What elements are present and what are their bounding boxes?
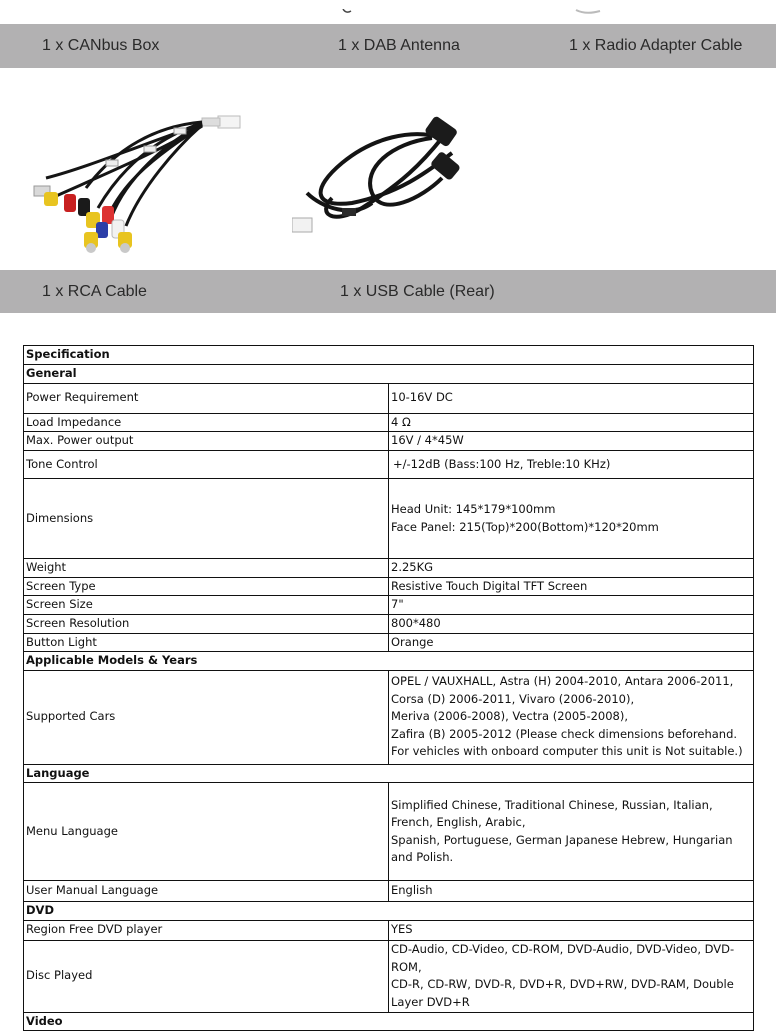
accessories-caption-band-2 [0,270,776,313]
region-free-value: YES [389,920,754,940]
table-row [24,920,754,940]
region-free-label: Region Free DVD player [24,920,389,940]
accessory-usb-cable-label: 1 x USB Cable (Rear) [340,282,495,300]
weight-label: Weight [24,559,389,578]
rca-cable-image [26,108,246,258]
supported-cars-line: OPEL / VAUXHALL, Astra (H) 2004-2010, Antara 2006-2011, [391,674,734,689]
menu-language-line: Spanish, Portuguese, German Japanese Hebrew, Hungarian and Polish. [391,832,733,864]
max-power-label: Max. Power output [24,432,389,451]
power-requirement-value: 10-16V DC [389,383,754,413]
screen-size-value: 7" [389,596,754,615]
screen-resolution-value: 800*480 [389,615,754,634]
table-row [24,383,754,413]
spec-title: Specification [24,346,754,365]
tone-control-label: Tone Control [24,451,389,479]
table-row [24,451,754,479]
disc-played-value [389,940,754,1012]
table-row [24,783,754,881]
section-dvd: DVD [24,902,754,921]
screen-type-label: Screen Type [24,577,389,596]
load-impedance-label: Load Impedance [24,413,389,432]
dimensions-line: Face Panel: 215(Top)*200(Bottom)*120*20mm [391,519,659,534]
button-light-label: Button Light [24,633,389,652]
disc-played-label: Disc Played [24,940,389,1012]
user-manual-language-value: English [389,881,754,902]
table-row [24,670,754,764]
accessory-rca-cable-label: 1 x RCA Cable [42,282,147,300]
accessories-caption-band-1 [0,24,776,68]
screen-type-value: Resistive Touch Digital TFT Screen [389,577,754,596]
table-row [24,432,754,451]
supported-cars-value [389,670,754,764]
previous-image-fragment [340,0,354,6]
table-row [24,940,754,1012]
table-row [24,881,754,902]
power-requirement-label: Power Requirement [24,383,389,413]
dimensions-value [389,479,754,559]
supported-cars-line: Corsa (D) 2006-2011, Vivaro (2006-2010), [391,691,635,706]
table-row [24,413,754,432]
dimensions-label: Dimensions [24,479,389,559]
supported-cars-label: Supported Cars [24,670,389,764]
table-row [24,596,754,615]
table-row [24,559,754,578]
user-manual-language-label: User Manual Language [24,881,389,902]
menu-language-line: Simplified Chinese, Traditional Chinese, Russian, Italian, French, English, Arabic, [391,797,713,829]
menu-language-label: Menu Language [24,783,389,881]
table-row [24,615,754,634]
table-row [24,479,754,559]
dimensions-line: Head Unit: 145*179*100mm [391,502,556,516]
supported-cars-line: Meriva (2006-2008), Vectra (2005-2008), [391,709,629,724]
table-row [24,577,754,596]
supported-cars-line: For vehicles with onboard computer this unit is Not suitable.) [391,744,743,759]
specification-table [23,345,754,1031]
previous-image-fragment-2 [574,0,604,6]
accessory-radio-adapter-label: 1 x Radio Adapter Cable [569,37,743,54]
load-impedance-value: 4 Ω [389,413,754,432]
max-power-value: 16V / 4*45W [389,432,754,451]
screen-size-label: Screen Size [24,596,389,615]
tone-control-value: +/-12dB (Bass:100 Hz, Treble:10 KHz) [389,451,754,479]
table-row [24,633,754,652]
section-models-years: Applicable Models & Years [24,652,754,671]
disc-played-line: CD-R, CD-RW, DVD-R, DVD+R, DVD+RW, DVD-RAM, Double Layer DVD+R [391,977,734,1009]
supported-cars-line: Zafira (B) 2005-2012 (Please check dimensions beforehand. [391,726,738,741]
accessory-canbus-box-label: 1 x CANbus Box [42,37,160,54]
section-language: Language [24,764,754,783]
button-light-value: Orange [389,633,754,652]
screen-resolution-label: Screen Resolution [24,615,389,634]
section-general: General [24,365,754,384]
disc-played-line: CD-Audio, CD-Video, CD-ROM, DVD-Audio, DVD-Video, DVD-ROM, [391,942,735,974]
usb-cable-image [292,108,482,248]
accessory-dab-antenna-label: 1 x DAB Antenna [338,37,460,54]
weight-value: 2.25KG [389,559,754,578]
menu-language-value [389,783,754,881]
section-video: Video [24,1012,754,1031]
